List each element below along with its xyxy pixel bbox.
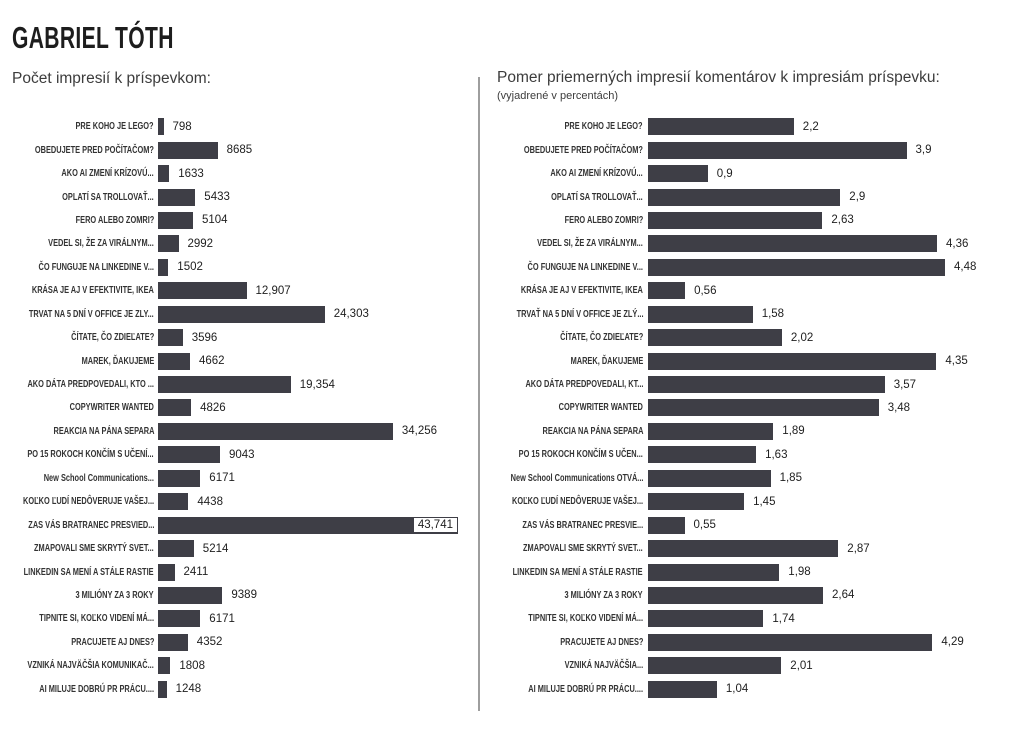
category-label: VZNIKÁ NAJVÄČŠIA... xyxy=(564,660,643,672)
category-label: FERO ALEBO ZOMRI? xyxy=(564,214,643,226)
bar-track xyxy=(648,587,1013,604)
category-label: AKO AI ZMENÍ KRÍZOVÚ... xyxy=(61,168,154,180)
value-label: 1,04 xyxy=(725,683,749,696)
value-label: 9389 xyxy=(231,589,257,602)
chart-row xyxy=(497,467,1013,490)
bar xyxy=(158,681,167,698)
ratio-chart-subtitle: (vyjadrené v percentách) xyxy=(497,90,619,102)
bar-track xyxy=(648,118,1013,135)
value-label: 3,48 xyxy=(887,401,911,414)
bar-track xyxy=(158,657,472,674)
chart-row xyxy=(12,303,472,326)
chart-row xyxy=(12,631,472,654)
category-label: OPLATÍ SA TROLLOVAŤ... xyxy=(551,191,643,203)
value-label: 8685 xyxy=(226,144,253,157)
chart-row xyxy=(497,138,1013,161)
chart-row xyxy=(497,420,1013,443)
category-label: REAKCIA NA PÁNA SEPARA xyxy=(541,425,643,437)
value-label: 2,63 xyxy=(831,214,854,227)
value-label: 4438 xyxy=(197,495,223,508)
bar-track xyxy=(648,212,1013,229)
bar-track xyxy=(158,681,472,698)
bar xyxy=(158,259,168,276)
bar xyxy=(158,329,183,346)
value-label: 4662 xyxy=(199,355,225,368)
value-label: 2,02 xyxy=(790,331,814,344)
bar xyxy=(648,610,763,627)
chart-row xyxy=(12,232,472,255)
category-label: TIPNITE SI, KOĽKO VIDENÍ MÁ... xyxy=(528,613,643,625)
chart-row xyxy=(497,631,1013,654)
value-label: 3,9 xyxy=(915,144,932,157)
chart-row xyxy=(497,303,1013,326)
category-label: ZAS VÁS BRATRANEC PRESVIE... xyxy=(522,519,643,531)
bar xyxy=(158,634,188,651)
bar xyxy=(158,470,200,487)
bar xyxy=(158,212,193,229)
chart-row xyxy=(497,537,1013,560)
bar xyxy=(648,564,779,581)
bar xyxy=(158,564,175,581)
value-label: 0,56 xyxy=(694,284,717,297)
bar xyxy=(648,329,782,346)
category-label: ZAS VÁS BRATRANEC PRESVIED... xyxy=(27,519,154,531)
category-label: ČO FUNGUJE NA LINKEDINE V... xyxy=(527,261,643,273)
value-label: 12,907 xyxy=(255,284,291,297)
bar-track xyxy=(648,142,1013,159)
category-label: PO 15 ROKOCH KONČÍM S UČEN... xyxy=(518,449,643,461)
bar-track xyxy=(648,165,1013,182)
chart-row xyxy=(497,654,1013,677)
bar-track xyxy=(648,634,1013,651)
chart-row xyxy=(12,443,472,466)
chart-row xyxy=(12,467,472,490)
value-label: 2,87 xyxy=(847,542,870,555)
category-label: AKO DÁTA PREDPOVEDALI, KT... xyxy=(525,379,643,391)
value-label: 4826 xyxy=(200,401,226,414)
category-label: ZMAPOVALI SME SKRYTÝ SVET... xyxy=(34,543,154,555)
chart-row xyxy=(497,162,1013,185)
chart-row xyxy=(497,373,1013,396)
category-label: OBEDUJETE PRED POČÍTAČOM? xyxy=(34,144,154,156)
category-label: PRACUJETE AJ DNES? xyxy=(559,636,643,648)
chart-row xyxy=(497,513,1013,536)
bar-track xyxy=(158,517,472,534)
category-label: New School Communications OTVÁ... xyxy=(510,472,643,484)
category-label: TRVAŤ NA 5 DNÍ V OFFICE JE ZLÝ... xyxy=(516,308,643,320)
chart-row xyxy=(12,326,472,349)
value-label: 5104 xyxy=(202,214,228,227)
chart-row xyxy=(12,420,472,443)
chart-row xyxy=(12,654,472,677)
bar xyxy=(648,259,945,276)
bar xyxy=(648,353,936,370)
bar-track xyxy=(158,587,472,604)
bar-track xyxy=(648,493,1013,510)
value-label: 5433 xyxy=(204,191,230,204)
bar xyxy=(158,189,195,206)
category-label: PRACUJETE AJ DNES? xyxy=(70,636,154,648)
bar xyxy=(648,376,885,393)
category-label: LINKEDIN SA MENÍ A STÁLE RASTIE xyxy=(513,566,643,578)
chart-row xyxy=(12,115,472,138)
bar-track xyxy=(158,540,472,557)
category-label: KOĽKO ĽUDÍ NEDÔVERUJE VAŠEJ... xyxy=(22,496,154,508)
value-label: 0,9 xyxy=(716,167,733,180)
bar-track xyxy=(158,189,472,206)
bar-track xyxy=(158,118,472,135)
category-label: TIPNITE SI, KOĽKO VIDENÍ MÁ... xyxy=(39,613,154,625)
bar xyxy=(158,376,291,393)
chart-row xyxy=(12,490,472,513)
category-label: ČO FUNGUJE NA LINKEDINE V... xyxy=(38,261,154,273)
impressions-chart-title: Počet impresií k príspevkom: xyxy=(12,70,211,87)
bar xyxy=(158,118,164,135)
chart-row xyxy=(497,443,1013,466)
bar xyxy=(648,540,838,557)
bar-track xyxy=(158,353,472,370)
bar xyxy=(648,212,822,229)
bar-track xyxy=(648,446,1013,463)
bar xyxy=(158,165,169,182)
category-label: TRVAT NA 5 DNÍ V OFFICE JE ZLY... xyxy=(29,308,154,320)
category-label: ČÍTATE, ČO ZDIEĽATE? xyxy=(559,332,643,344)
bar xyxy=(158,610,200,627)
bar-track xyxy=(648,399,1013,416)
category-label: 3 MILIÓNY ZA 3 ROKY xyxy=(564,589,643,601)
category-label: COPYWRITER WANTED xyxy=(69,402,154,414)
bar-track xyxy=(648,564,1013,581)
value-label: 9043 xyxy=(229,448,255,461)
bar xyxy=(158,235,179,252)
bar xyxy=(648,306,753,323)
impressions-chart-rows xyxy=(12,115,472,701)
value-label: 4352 xyxy=(196,636,223,649)
bar xyxy=(158,587,222,604)
bar-track xyxy=(158,399,472,416)
category-label: AKO DÁTA PREDPOVEDALI, KTO ... xyxy=(27,379,154,391)
chart-row xyxy=(497,209,1013,232)
bar xyxy=(158,142,218,159)
category-label: KRÁSA JE AJ V EFEKTIVITE, IKEA xyxy=(32,285,154,297)
value-label: 6171 xyxy=(209,472,235,485)
bar xyxy=(648,634,932,651)
chart-row xyxy=(12,560,472,583)
chart-row xyxy=(497,584,1013,607)
value-label: 43,741 xyxy=(414,518,457,532)
value-label: 1248 xyxy=(175,683,202,696)
value-label: 1502 xyxy=(177,261,203,274)
chart-row xyxy=(497,396,1013,419)
value-label: 4,36 xyxy=(946,237,969,250)
bar-track xyxy=(158,446,472,463)
bar-track xyxy=(648,235,1013,252)
bar xyxy=(648,587,823,604)
value-label: 5214 xyxy=(202,542,229,555)
bar xyxy=(648,470,771,487)
value-label: 3596 xyxy=(191,331,218,344)
value-label: 1,45 xyxy=(753,495,776,508)
chart-row xyxy=(497,232,1013,255)
page-title: GABRIEL TÓTH xyxy=(12,20,174,55)
value-label: 1,58 xyxy=(761,308,785,321)
value-label: 1633 xyxy=(178,167,204,180)
chart-row xyxy=(497,279,1013,302)
bar-track xyxy=(158,165,472,182)
chart-row xyxy=(497,326,1013,349)
bar-track xyxy=(158,423,472,440)
bar xyxy=(648,681,717,698)
bar-track xyxy=(158,259,472,276)
bar xyxy=(648,142,907,159)
ratio-chart-title: Pomer priemerných impresií komentárov k impresiám príspevku: xyxy=(497,69,940,86)
bar-track xyxy=(648,657,1013,674)
bar-track xyxy=(648,540,1013,557)
category-label: MAREK, ĎAKUJEME xyxy=(81,355,154,367)
chart-row xyxy=(12,537,472,560)
chart-row xyxy=(497,560,1013,583)
ratio-chart-rows xyxy=(497,115,1013,701)
chart-row xyxy=(12,279,472,302)
bar-track xyxy=(158,376,472,393)
chart-row xyxy=(12,162,472,185)
chart-row xyxy=(497,678,1013,701)
chart-row xyxy=(12,349,472,372)
chart-row xyxy=(12,256,472,279)
category-label: ČÍTATE, ČO ZDIEĽATE? xyxy=(70,332,154,344)
value-label: 2,2 xyxy=(802,120,819,133)
category-label: COPYWRITER WANTED xyxy=(558,402,643,414)
bar-track xyxy=(648,610,1013,627)
bar-track xyxy=(158,564,472,581)
bar-track xyxy=(648,306,1013,323)
bar xyxy=(648,657,781,674)
category-label: VEDEL SI, ŽE ZA VIRÁLNYM... xyxy=(537,238,643,250)
bar xyxy=(158,353,190,370)
bar-track xyxy=(158,212,472,229)
bar-track xyxy=(158,142,472,159)
value-label: 1,98 xyxy=(788,566,811,579)
category-label: AI MILUJE DOBRÚ PR PRÁCU.... xyxy=(39,683,154,695)
bar xyxy=(158,657,170,674)
value-label: 24,303 xyxy=(333,308,369,321)
category-label: MAREK, ĎAKUJEME xyxy=(570,355,643,367)
bar xyxy=(648,446,756,463)
value-label: 1,74 xyxy=(772,612,795,625)
category-label: New School Communications... xyxy=(43,472,154,484)
value-label: 798 xyxy=(172,120,192,133)
category-label: ZMAPOVALI SME SKRYTÝ SVET... xyxy=(523,543,643,555)
bar xyxy=(648,165,708,182)
value-label: 6171 xyxy=(209,612,235,625)
bar xyxy=(158,423,393,440)
bar-track xyxy=(158,493,472,510)
bar xyxy=(648,118,794,135)
chart-row xyxy=(12,185,472,208)
bar xyxy=(158,493,188,510)
chart-row xyxy=(12,584,472,607)
chart-row xyxy=(12,138,472,161)
bar-track xyxy=(648,423,1013,440)
bar-track xyxy=(648,353,1013,370)
bar xyxy=(648,189,840,206)
chart-row xyxy=(497,256,1013,279)
charts-divider xyxy=(478,77,480,711)
chart-row xyxy=(497,349,1013,372)
chart-row xyxy=(12,373,472,396)
category-label: VEDEL SI, ŽE ZA VIRÁLNYM... xyxy=(48,238,154,250)
category-label: OBEDUJETE PRED POČÍTAČOM? xyxy=(523,144,643,156)
bar xyxy=(158,399,191,416)
value-label: 0,55 xyxy=(693,519,716,532)
bar-track xyxy=(158,634,472,651)
category-label: KOĽKO ĽUDÍ NEDÔVERUJE VAŠEJ... xyxy=(511,496,643,508)
bar xyxy=(158,282,247,299)
chart-row xyxy=(12,607,472,630)
bar-track xyxy=(648,259,1013,276)
bar-track xyxy=(158,470,472,487)
value-label: 1,63 xyxy=(765,448,788,461)
category-label: AKO AI ZMENÍ KRÍZOVÚ... xyxy=(550,168,643,180)
bar xyxy=(648,517,685,534)
bar-track xyxy=(648,282,1013,299)
value-label: 19,354 xyxy=(299,378,335,391)
chart-row xyxy=(12,513,472,536)
bar xyxy=(648,493,744,510)
value-label: 4,48 xyxy=(954,261,977,274)
bar xyxy=(158,446,220,463)
category-label: PRE KOHO JE LEGO? xyxy=(564,121,643,133)
chart-row xyxy=(497,115,1013,138)
category-label: PO 15 ROKOCH KONČÍM S UČENÍ... xyxy=(27,449,154,461)
bar-track xyxy=(158,610,472,627)
bar xyxy=(648,235,937,252)
category-label: LINKEDIN SA MENÍ A STÁLE RASTIE xyxy=(24,566,154,578)
category-label: 3 MILIÓNY ZA 3 ROKY xyxy=(75,589,154,601)
value-label: 1,89 xyxy=(782,425,805,438)
value-label: 34,256 xyxy=(401,425,438,438)
bar xyxy=(648,423,773,440)
bar-track xyxy=(648,189,1013,206)
bar-track xyxy=(158,235,472,252)
bar-track xyxy=(648,470,1013,487)
bar-track xyxy=(158,306,472,323)
category-label: VZNIKÁ NAJVÄČŠIA KOMUNIKAČ... xyxy=(27,660,154,672)
chart-row xyxy=(497,185,1013,208)
bar-track xyxy=(158,329,472,346)
value-label: 1,85 xyxy=(779,472,802,485)
chart-row xyxy=(497,607,1013,630)
bar-track xyxy=(648,329,1013,346)
bar-track xyxy=(158,282,472,299)
value-label: 2,01 xyxy=(790,659,813,672)
bar xyxy=(158,517,458,534)
value-label: 4,35 xyxy=(945,355,968,368)
category-label: KRÁSA JE AJ V EFEKTIVITE, IKEA xyxy=(521,285,643,297)
value-label: 2,64 xyxy=(832,589,855,602)
value-label: 2,9 xyxy=(849,191,866,204)
category-label: REAKCIA NA PÁNA SEPARA xyxy=(52,425,154,437)
bar-track xyxy=(648,517,1013,534)
category-label: OPLATÍ SA TROLLOVAŤ... xyxy=(62,191,154,203)
chart-row xyxy=(12,209,472,232)
chart-row xyxy=(12,678,472,701)
category-label: FERO ALEBO ZOMRI? xyxy=(75,214,154,226)
chart-row xyxy=(497,490,1013,513)
category-label: PRE KOHO JE LEGO? xyxy=(75,121,154,133)
value-label: 3,57 xyxy=(893,378,917,391)
bar xyxy=(648,399,879,416)
bar xyxy=(158,540,194,557)
value-label: 4,29 xyxy=(941,636,964,649)
bar xyxy=(648,282,685,299)
value-label: 2411 xyxy=(183,566,209,579)
value-label: 2992 xyxy=(187,237,214,250)
bar xyxy=(158,306,325,323)
bar-track xyxy=(648,376,1013,393)
category-label: AI MILUJE DOBRÚ PR PRÁCU.... xyxy=(528,683,643,695)
chart-row xyxy=(12,396,472,419)
bar-track xyxy=(648,681,1013,698)
value-label: 1808 xyxy=(179,659,205,672)
